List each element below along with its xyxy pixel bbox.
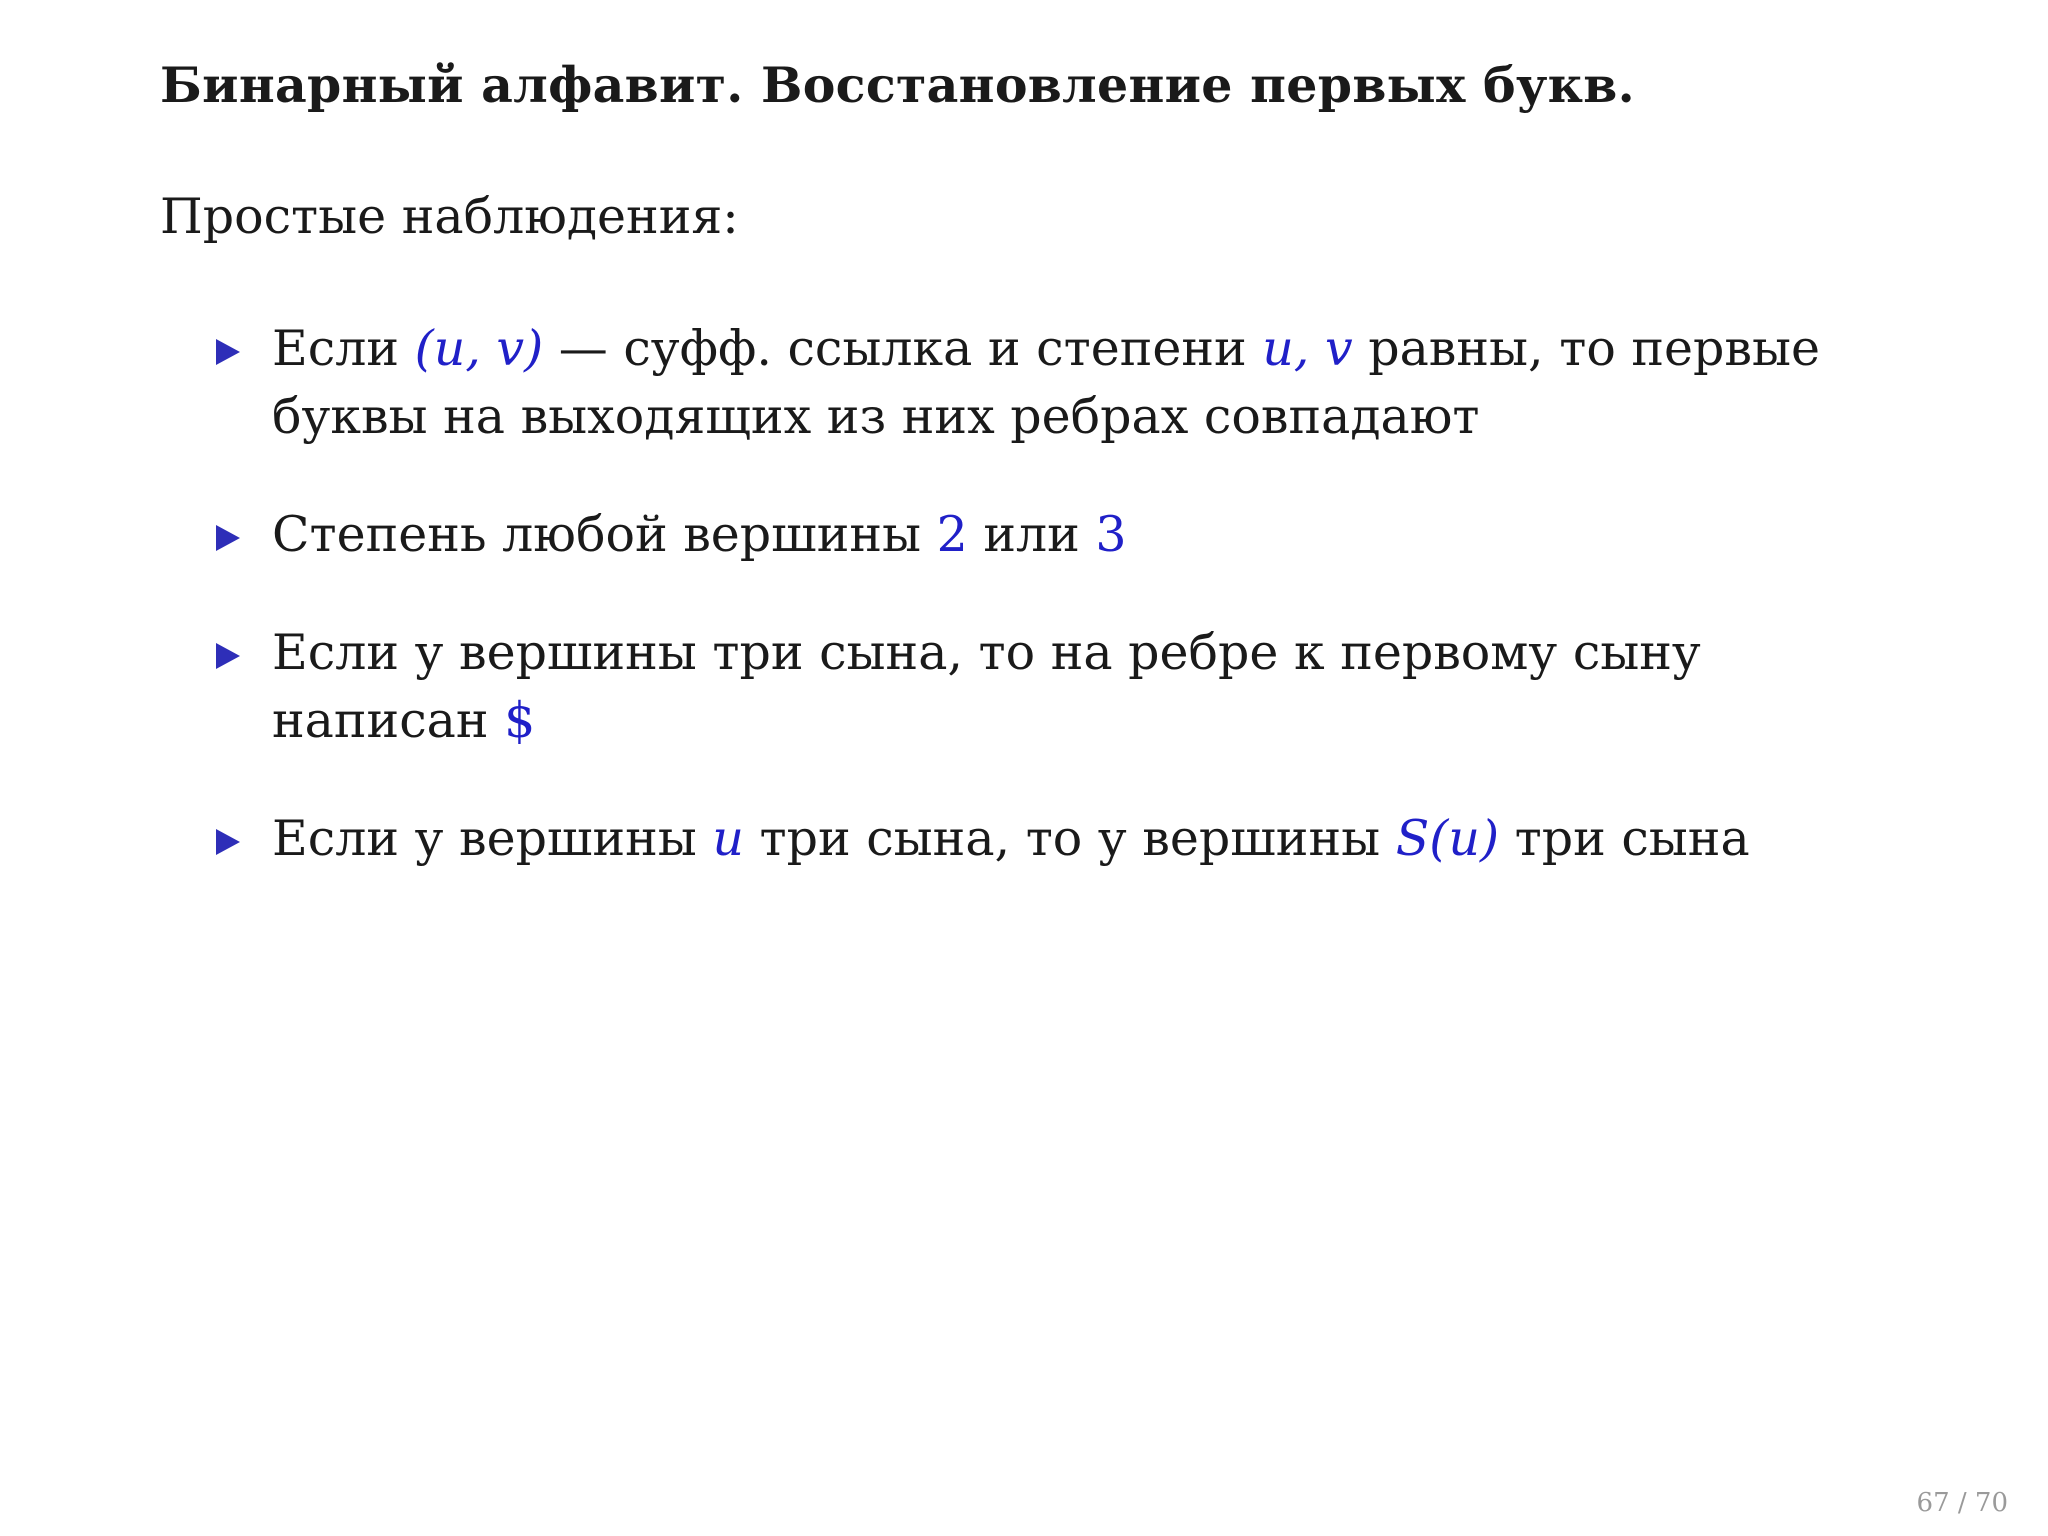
math-expression: S(u) xyxy=(1395,810,1500,867)
bullet-item-4 xyxy=(210,805,1850,873)
intro-text: Простые наблюдения: xyxy=(160,188,739,245)
slide-title: Бинарный алфавит. Восстановление первых букв. xyxy=(160,56,1636,114)
bullet-text: — суфф. ссылка и степени xyxy=(543,320,1263,377)
math-symbol: $ xyxy=(504,692,536,749)
triangle-bullet-icon xyxy=(216,525,240,551)
bullet-text: Если xyxy=(272,320,415,377)
bullet-list xyxy=(210,315,1850,923)
triangle-bullet-icon xyxy=(216,339,240,365)
bullet-text: или xyxy=(967,506,1096,563)
bullet-item-1 xyxy=(210,315,1850,451)
math-number: 3 xyxy=(1095,506,1127,563)
bullet-text: равны, то первые буквы на выходящих из них ребрах совпадают xyxy=(272,320,1820,445)
bullet-text: Если у вершины три сына, то на ребре к первому сыну написан xyxy=(272,624,1701,749)
bullet-text: Если у вершины xyxy=(272,810,713,867)
bullet-item-2 xyxy=(210,501,1850,569)
math-expression: u, v xyxy=(1262,320,1353,377)
bullet-text: Степень любой вершины xyxy=(272,506,937,563)
math-expression: (u, v) xyxy=(414,320,544,377)
math-number: 2 xyxy=(936,506,968,563)
bullet-text: три сына xyxy=(1499,810,1750,867)
triangle-bullet-icon xyxy=(216,829,240,855)
triangle-bullet-icon xyxy=(216,643,240,669)
math-expression: u xyxy=(712,810,744,867)
page-number: 67 / 70 xyxy=(1916,1488,2008,1518)
bullet-text: три сына, то у вершины xyxy=(743,810,1396,867)
bullet-item-3 xyxy=(210,619,1850,755)
